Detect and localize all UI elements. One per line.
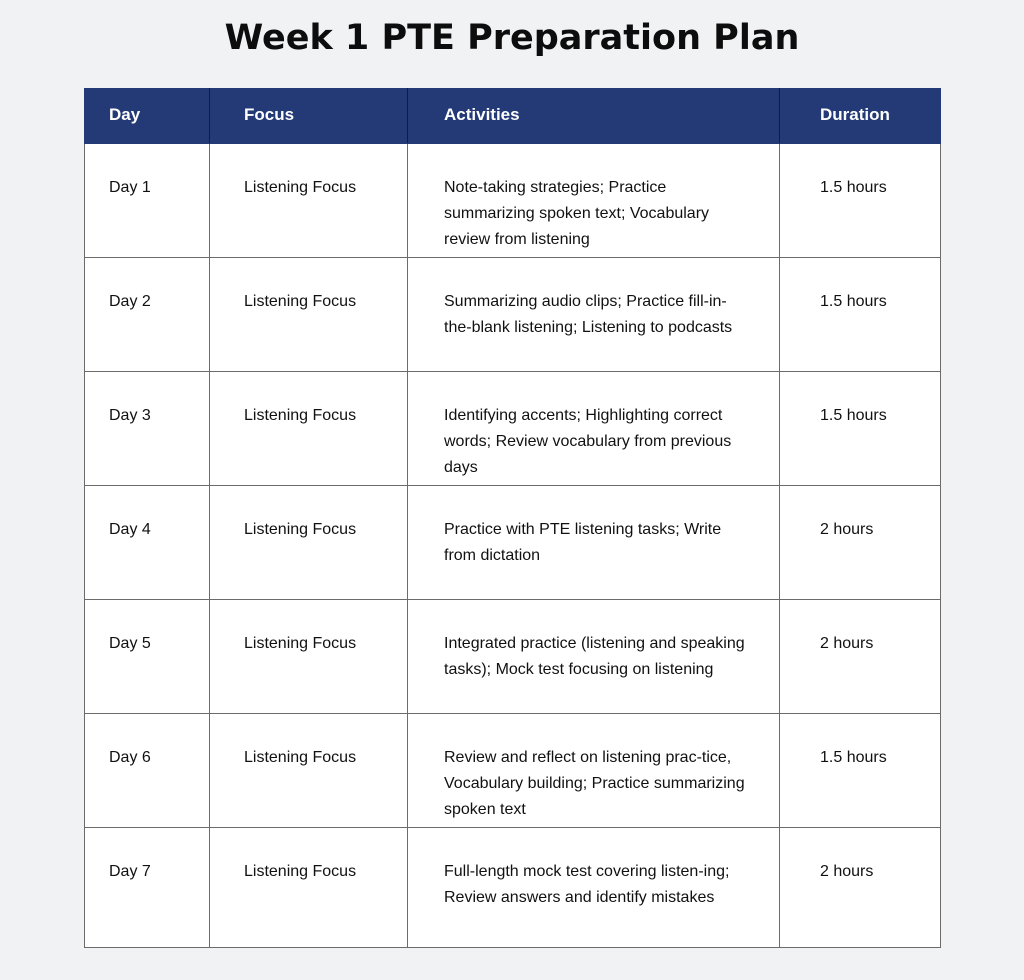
table-row	[85, 714, 941, 828]
cell-duration: 1.5 hours	[780, 258, 941, 372]
table-row	[85, 600, 941, 714]
cell-focus: Listening Focus	[210, 600, 408, 714]
cell-day: Day 4	[85, 486, 210, 600]
table-header	[85, 89, 941, 144]
column-header-focus: Focus	[210, 89, 408, 144]
cell-activities: Full-length mock test covering listen-ing; Review answers and identify mistakes	[408, 828, 780, 948]
cell-activities: Review and reflect on listening prac-tice, Vocabulary building; Practice summarizing spoken text	[408, 714, 780, 828]
cell-duration: 2 hours	[780, 486, 941, 600]
cell-day: Day 5	[85, 600, 210, 714]
preparation-plan-table	[84, 88, 941, 948]
cell-duration: 1.5 hours	[780, 372, 941, 486]
header-row	[85, 89, 941, 144]
cell-duration: 2 hours	[780, 600, 941, 714]
cell-activities: Note-taking strategies; Practice summarizing spoken text; Vocabulary review from listening	[408, 144, 780, 258]
cell-focus: Listening Focus	[210, 486, 408, 600]
table-row	[85, 258, 941, 372]
cell-day: Day 6	[85, 714, 210, 828]
cell-day: Day 1	[85, 144, 210, 258]
table-row	[85, 372, 941, 486]
column-header-duration: Duration	[780, 89, 941, 144]
cell-focus: Listening Focus	[210, 828, 408, 948]
cell-day: Day 2	[85, 258, 210, 372]
table-row	[85, 144, 941, 258]
cell-day: Day 7	[85, 828, 210, 948]
table-body	[85, 144, 941, 948]
page-title: Week 1 PTE Preparation Plan	[224, 18, 800, 58]
cell-duration: 2 hours	[780, 828, 941, 948]
cell-day: Day 3	[85, 372, 210, 486]
cell-activities: Integrated practice (listening and speaking tasks); Mock test focusing on listening	[408, 600, 780, 714]
cell-duration: 1.5 hours	[780, 714, 941, 828]
table-row	[85, 486, 941, 600]
cell-activities: Summarizing audio clips; Practice fill-in-the-blank listening; Listening to podcasts	[408, 258, 780, 372]
table-row	[85, 828, 941, 948]
cell-activities: Identifying accents; Highlighting correct words; Review vocabulary from previous days	[408, 372, 780, 486]
cell-focus: Listening Focus	[210, 372, 408, 486]
cell-focus: Listening Focus	[210, 714, 408, 828]
column-header-day: Day	[85, 89, 210, 144]
cell-focus: Listening Focus	[210, 144, 408, 258]
cell-activities: Practice with PTE listening tasks; Write from dictation	[408, 486, 780, 600]
cell-duration: 1.5 hours	[780, 144, 941, 258]
column-header-activities: Activities	[408, 89, 780, 144]
cell-focus: Listening Focus	[210, 258, 408, 372]
